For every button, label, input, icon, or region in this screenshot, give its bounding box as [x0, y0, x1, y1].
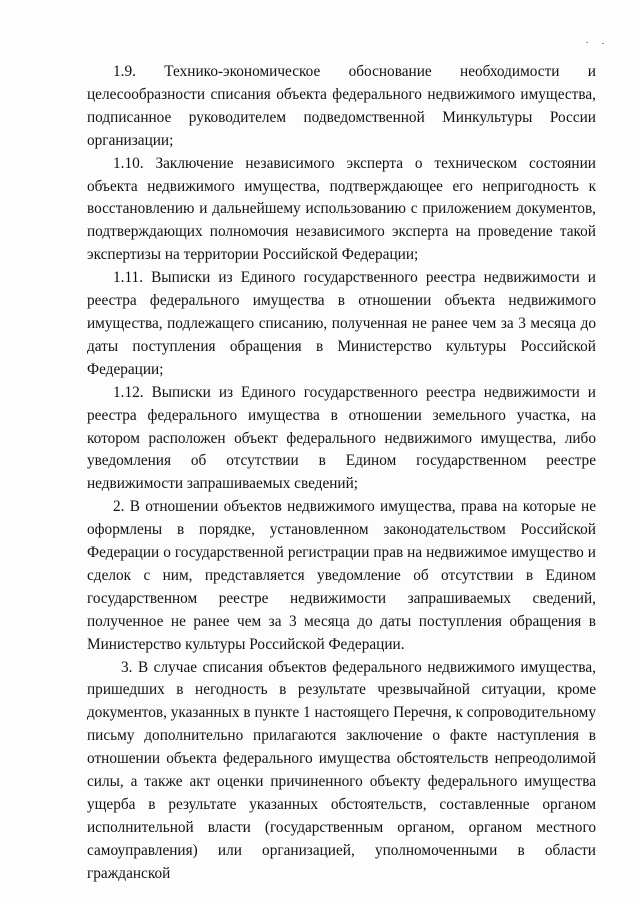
paragraph-3: 3. В случае списания объектов федерального недвижимого имущества, пришедших в негодность в результате чрезвычайной ситуации, кроме документов, указанных в пункте 1 настоящего Перечня, к сопроводительному письму дополнительно прилагаются заключение о факте наступления в отношении объекта федерального имущества обстоятельств непреодолимой силы, а также акт оценки причиненного объекту федерального имущества ущерба в результате указанных обстоятельств, составленные органом исполнительной власти (государственным органом, органом местного самоуправления) или организацией, уполномоченными в области гражданской: [87, 658, 596, 882]
paragraph-1-11: 1.11. Выписки из Единого государственного реестра недвижимости и реестра федерального имущества в отношении объекта недвижимого имущества, подлежащего списанию, полученная не ранее чем за 3 месяца до даты поступления обращения в Министерство культуры Российской Федерации;: [87, 269, 596, 378]
document-body: [87, 61, 596, 886]
scan-speck: [602, 43, 604, 44]
paragraph-2: 2. В отношении объектов недвижимого имущества, права на которые не оформлены в порядке, установленном законодательством Российской Федерации о государственной регистрации прав на недвижимое имущество и сделок с ним, представляется уведомление об отсутствии в Едином государственном реестре недвижимости запрашиваемых сведений, полученное не ранее чем за 3 месяца до даты поступления обращения в Министерство культуры Российской Федерации.: [87, 498, 596, 653]
paragraph-1-9: 1.9. Технико-экономическое обоснование необходимости и целесообразности списания объекта федерального недвижимого имущества, подписанное руководителем подведомственной Минкультуры России организации;: [87, 63, 596, 149]
paragraph-1-12: 1.12. Выписки из Единого государственного реестра недвижимости и реестра федерального имущества в отношении земельного участка, на котором расположен объект федерального недвижимого имущества, либо уведомления об отсутствии в Едином государственном реестре недвижимости запрашиваемых сведений;: [87, 383, 596, 493]
paragraph-1-10: 1.10. Заключение независимого эксперта о техническом состоянии объекта недвижимого имущества, подтверждающее его непригодность к восстановлению и дальнейшему использованию с приложением документов, подтверждающих полномочия независимого эксперта на проведение такой экспертизы на территории Российской Федерации;: [87, 154, 596, 264]
scan-speck: [586, 42, 588, 43]
